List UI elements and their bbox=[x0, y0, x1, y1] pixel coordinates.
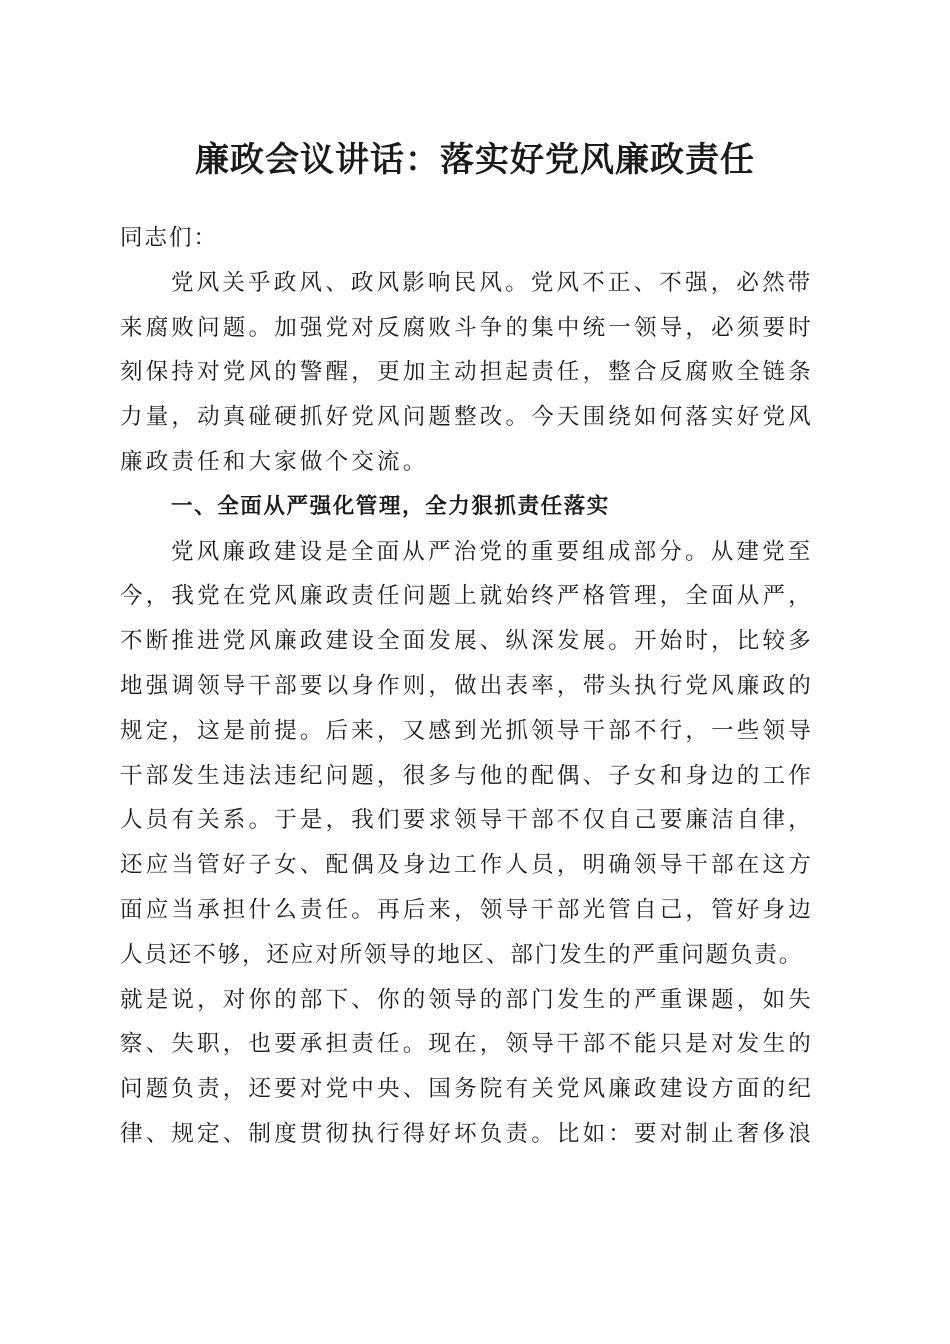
salutation: 同志们： bbox=[120, 225, 219, 251]
paragraph-1-line: 廉政责任和大家做个交流。 bbox=[120, 448, 429, 475]
document-title: 廉政会议讲话：落实好党风廉政责任 bbox=[195, 140, 755, 180]
paragraph-1-line: 党风关乎政风、政风影响民风。党风不正、不强，必然带 bbox=[171, 269, 814, 296]
paragraph-1 bbox=[120, 261, 832, 485]
paragraph-2-line: 人员还不够，还应对所领导的地区、部门发生的严重问题负责。 bbox=[120, 941, 804, 968]
paragraph-2-line: 党风廉政建设是全面从严治党的重要组成部分。从建党至 bbox=[171, 538, 814, 565]
paragraph-2-line: 就是说，对你的部下、你的领导的部门发生的严重课题，如失 bbox=[120, 986, 814, 1013]
paragraph-1-line: 来腐败问题。加强党对反腐败斗争的集中统一领导，必须要时 bbox=[120, 314, 814, 341]
paragraph-2-line: 还应当管好子女、配偶及身边工作人员，明确领导干部在这方 bbox=[120, 852, 814, 879]
paragraph-1-line: 力量，动真碰硬抓好党风问题整改。今天围绕如何落实好党风 bbox=[120, 404, 814, 431]
document-body bbox=[120, 216, 832, 1157]
paragraph-2-line: 人员有关系。于是，我们要求领导干部不仅自己要廉洁自律， bbox=[120, 807, 814, 834]
paragraph-2-line: 面应当承担什么责任。再后来，领导干部光管自己，管好身边 bbox=[120, 896, 814, 923]
paragraph-2-line: 不断推进党风廉政建设全面发展、纵深发展。开始时，比较多 bbox=[120, 628, 814, 655]
section-1-heading: 一、全面从严强化管理，全力狠抓责任落实 bbox=[171, 493, 610, 519]
paragraph-2-line: 问题负责，还要对党中央、国务院有关党风廉政建设方面的纪 bbox=[120, 1076, 814, 1103]
paragraph-2-line: 察、失职，也要承担责任。现在，领导干部不能只是对发生的 bbox=[120, 1031, 814, 1058]
paragraph-2-line: 今，我党在党风廉政责任问题上就始终严格管理，全面从严， bbox=[120, 583, 814, 610]
paragraph-2 bbox=[120, 530, 832, 1157]
paragraph-2-line: 律、规定、制度贯彻执行得好坏负责。比如：要对制止奢侈浪 bbox=[120, 1120, 814, 1147]
paragraph-1-line: 刻保持对党风的警醒，更加主动担起责任，整合反腐败全链条 bbox=[120, 359, 814, 386]
paragraph-2-line: 地强调领导干部要以身作则，做出表率，带头执行党风廉政的 bbox=[120, 672, 814, 699]
paragraph-2-line: 干部发生违法违纪问题，很多与他的配偶、子女和身边的工作 bbox=[120, 762, 814, 789]
paragraph-2-line: 规定，这是前提。后来，又感到光抓领导干部不行，一些领导 bbox=[120, 717, 814, 744]
